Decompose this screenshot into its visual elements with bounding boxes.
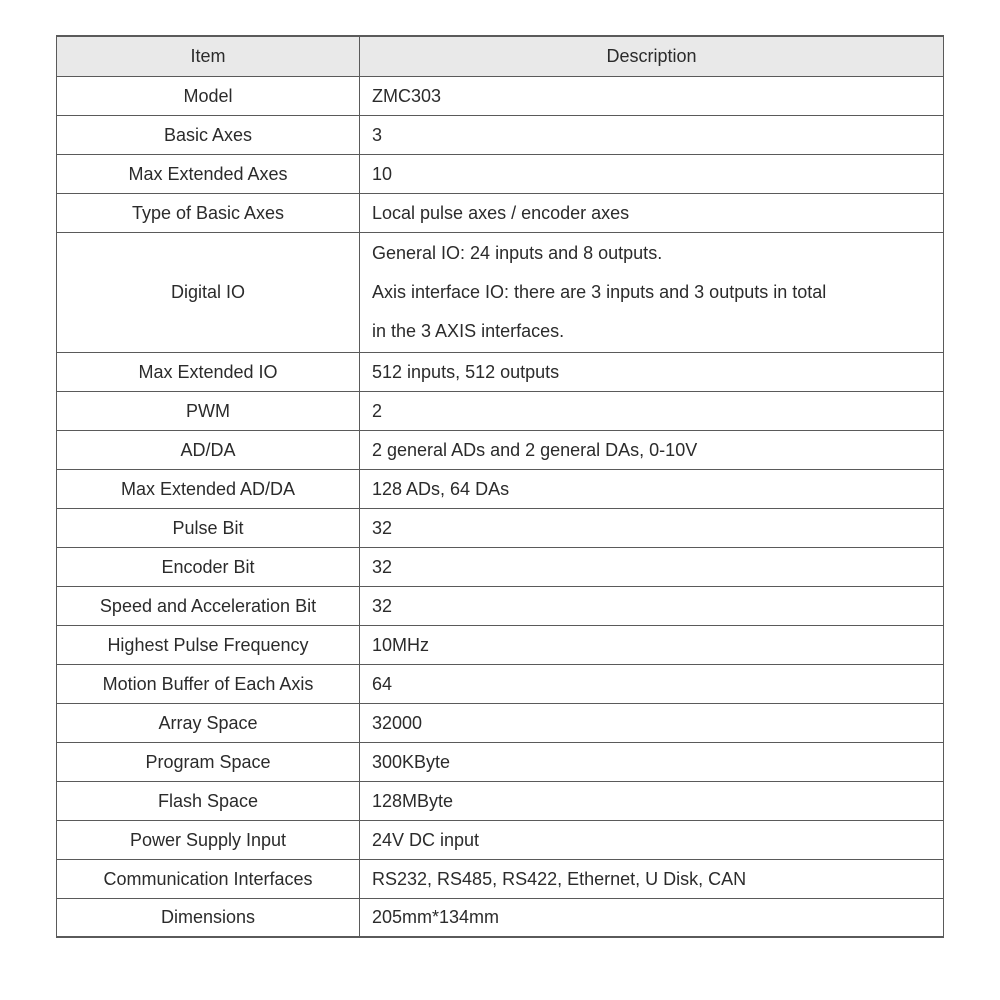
column-header-item: Item <box>57 36 360 76</box>
row-item: Dimensions <box>57 898 360 937</box>
row-item: Digital IO <box>57 232 360 352</box>
row-item: AD/DA <box>57 430 360 469</box>
row-description: RS232, RS485, RS422, Ethernet, U Disk, CAN <box>360 859 944 898</box>
table-row <box>57 352 944 391</box>
row-description: 205mm*134mm <box>360 898 944 937</box>
row-item: PWM <box>57 391 360 430</box>
row-item: Basic Axes <box>57 115 360 154</box>
row-description: ZMC303 <box>360 76 944 115</box>
table-header-row <box>57 36 944 76</box>
table-row <box>57 115 944 154</box>
table-row <box>57 664 944 703</box>
table-row <box>57 781 944 820</box>
column-header-description: Description <box>360 36 944 76</box>
row-description: 512 inputs, 512 outputs <box>360 352 944 391</box>
row-item: Pulse Bit <box>57 508 360 547</box>
row-description: 300KByte <box>360 742 944 781</box>
table-row <box>57 193 944 232</box>
row-item: Power Supply Input <box>57 820 360 859</box>
row-item: Model <box>57 76 360 115</box>
row-description: Local pulse axes / encoder axes <box>360 193 944 232</box>
description-line: General IO: 24 inputs and 8 outputs. <box>372 242 663 263</box>
row-description: 32000 <box>360 703 944 742</box>
row-item: Program Space <box>57 742 360 781</box>
table-row <box>57 232 944 352</box>
row-item: Type of Basic Axes <box>57 193 360 232</box>
table-row <box>57 742 944 781</box>
spec-table <box>56 35 944 938</box>
row-description: 10 <box>360 154 944 193</box>
row-item: Speed and Acceleration Bit <box>57 586 360 625</box>
row-description: 128 ADs, 64 DAs <box>360 469 944 508</box>
row-description: 24V DC input <box>360 820 944 859</box>
description-line: Axis interface IO: there are 3 inputs and 3 outputs in total <box>372 281 827 302</box>
table-row <box>57 508 944 547</box>
row-item: Max Extended Axes <box>57 154 360 193</box>
row-description: 32 <box>360 508 944 547</box>
table-row <box>57 859 944 898</box>
table-row <box>57 76 944 115</box>
row-description: 3 <box>360 115 944 154</box>
row-description: 32 <box>360 586 944 625</box>
table-row <box>57 469 944 508</box>
table-row <box>57 547 944 586</box>
row-description: 10MHz <box>360 625 944 664</box>
row-description: 2 general ADs and 2 general DAs, 0-10V <box>360 430 944 469</box>
table-row <box>57 586 944 625</box>
row-item: Motion Buffer of Each Axis <box>57 664 360 703</box>
table-row <box>57 391 944 430</box>
row-item: Max Extended IO <box>57 352 360 391</box>
table-row <box>57 154 944 193</box>
table-row <box>57 898 944 937</box>
row-description: 2 <box>360 391 944 430</box>
row-description: 128MByte <box>360 781 944 820</box>
row-item: Array Space <box>57 703 360 742</box>
row-description: 64 <box>360 664 944 703</box>
row-description <box>360 232 944 352</box>
table-row <box>57 430 944 469</box>
row-description: 32 <box>360 547 944 586</box>
row-item: Highest Pulse Frequency <box>57 625 360 664</box>
table-row <box>57 820 944 859</box>
row-item: Communication Interfaces <box>57 859 360 898</box>
row-item: Encoder Bit <box>57 547 360 586</box>
description-line: in the 3 AXIS interfaces. <box>372 320 565 341</box>
table-row <box>57 625 944 664</box>
table-row <box>57 703 944 742</box>
row-item: Max Extended AD/DA <box>57 469 360 508</box>
row-item: Flash Space <box>57 781 360 820</box>
